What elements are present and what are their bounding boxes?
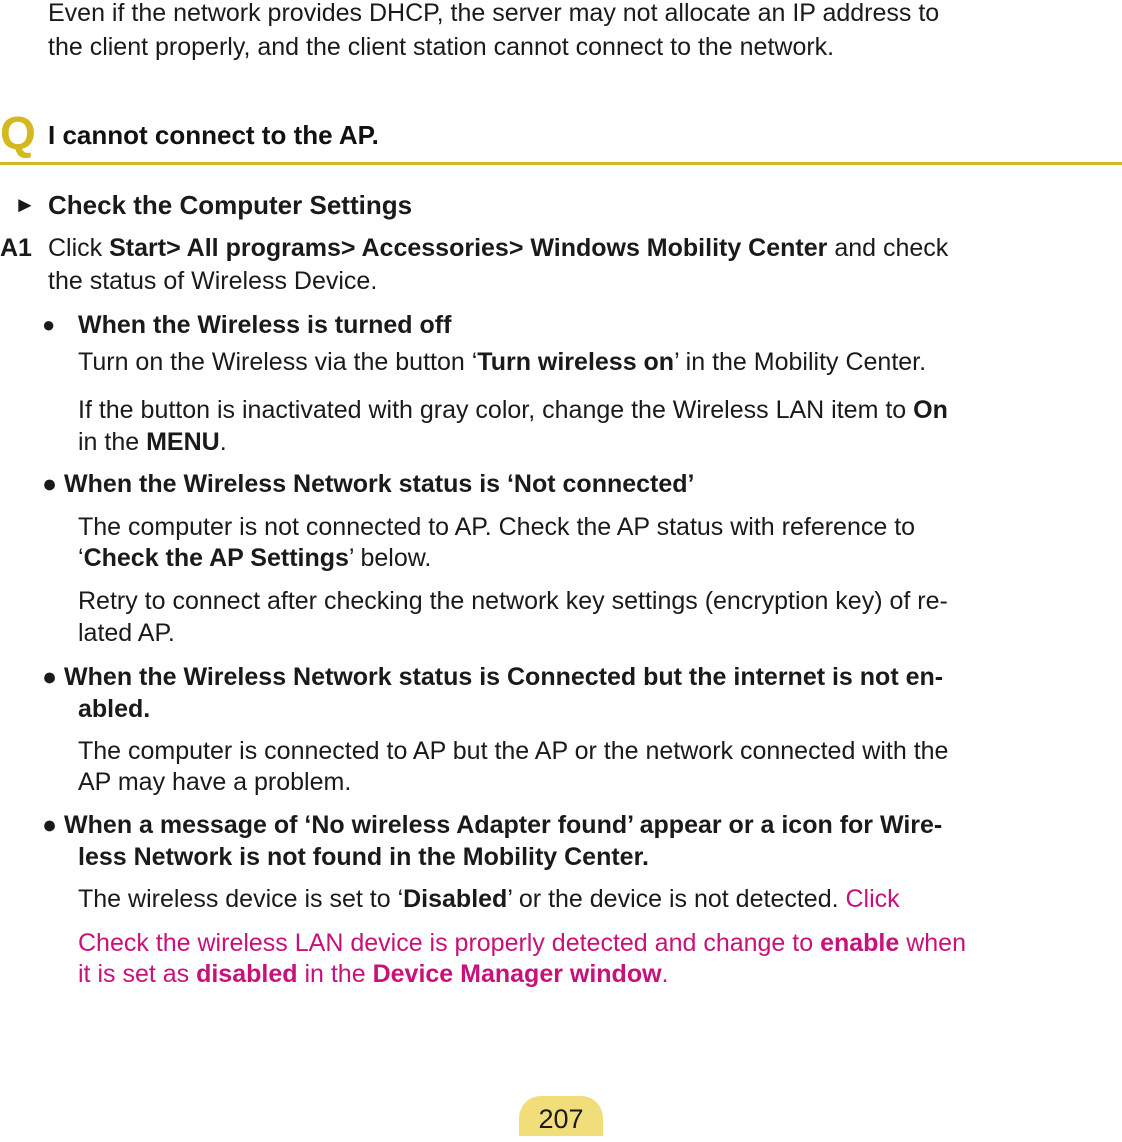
page-number: 207 xyxy=(519,1096,603,1136)
question-q-icon: Q xyxy=(0,107,36,159)
no-adapter-para-2-line-2: it is set as disabled in the Device Manager window. xyxy=(78,960,669,988)
arrow-right-icon: ► xyxy=(14,192,36,217)
wireless-off-para-1: Turn on the Wireless via the button ‘Turn wireless on’ in the Mobility Center. xyxy=(78,348,927,376)
connected-no-internet-line-1: The computer is connected to AP but the AP or the network connected with the xyxy=(78,737,949,765)
click-link[interactable]: Click xyxy=(845,885,900,913)
bullet-icon: ● xyxy=(42,312,56,337)
menu-path: Start> All programs> Accessories> Windows Mobility Center xyxy=(109,234,828,262)
not-connected-para-2-line-2: lated AP. xyxy=(78,619,175,647)
not-connected-para-1-line-2: ‘Check the AP Settings’ below. xyxy=(78,544,432,572)
no-adapter-para-2-line-1: Check the wireless LAN device is properly detected and change to enable when xyxy=(78,929,966,957)
answer-label: A1 xyxy=(0,234,32,262)
question-title: I cannot connect to the AP. xyxy=(48,120,379,150)
intro-line-2: the client properly, and the client station cannot connect to the network. xyxy=(48,33,835,61)
item-heading-not-connected: ● When the Wireless Network status is ‘Not connected’ xyxy=(42,470,695,498)
item-heading-no-adapter-1: ● When a message of ‘No wireless Adapter found’ appear or a icon for Wire- xyxy=(42,811,943,839)
item-heading-connected-no-internet-2: abled. xyxy=(78,695,151,723)
not-connected-para-1-line-1: The computer is not connected to AP. Check the AP status with reference to xyxy=(78,513,916,541)
item-heading-wireless-off: When the Wireless is turned off xyxy=(78,311,452,339)
answer-line-2: the status of Wireless Device. xyxy=(48,267,378,295)
no-adapter-para-1: The wireless device is set to ‘Disabled’ or the device is not detected. Click xyxy=(78,885,900,913)
answer-line-1: Click Start> All programs> Accessories> Windows Mobility Center and check xyxy=(48,234,949,262)
connected-no-internet-line-2: AP may have a problem. xyxy=(78,768,352,796)
wireless-off-para-2-line-1: If the button is inactivated with gray color, change the Wireless LAN item to On xyxy=(78,396,948,424)
intro-line-1: Even if the network provides DHCP, the server may not allocate an IP address to xyxy=(48,0,940,27)
item-heading-no-adapter-2: less Network is not found in the Mobility Center. xyxy=(78,843,649,871)
device-manager-link[interactable]: Device Manager window xyxy=(372,960,662,988)
section-title: Check the Computer Settings xyxy=(48,190,413,220)
question-divider xyxy=(0,162,1122,165)
wireless-off-para-2-line-2: in the MENU. xyxy=(78,428,227,456)
item-heading-connected-no-internet-1: ● When the Wireless Network status is Connected but the internet is not en- xyxy=(42,663,944,691)
not-connected-para-2-line-1: Retry to connect after checking the network key settings (encryption key) of re- xyxy=(78,587,948,615)
